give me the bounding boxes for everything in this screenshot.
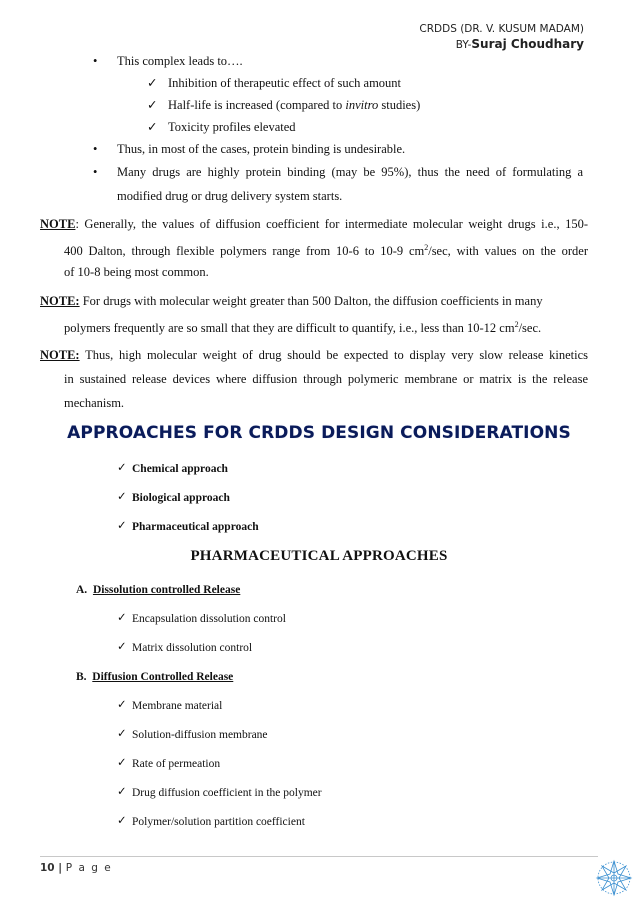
check-item: Inhibition of therapeutic effect of such amount xyxy=(168,76,402,90)
pharm-approaches-title: PHARMACEUTICAL APPROACHES xyxy=(190,548,448,564)
group-b-item: Membrane material xyxy=(132,700,223,712)
check-icon: ✓ xyxy=(117,612,127,624)
group-a-item: Matrix dissolution control xyxy=(132,642,253,654)
check-icon: ✓ xyxy=(117,491,127,503)
note-line: 400 Dalton, through flexible polymers range from 10-6 to 10-9 $cm^2/\sec$, with values on the order xyxy=(64,243,589,259)
check-icon: ✓ xyxy=(117,786,127,798)
group-b-item: Drug diffusion coefficient in the polymer xyxy=(132,787,322,799)
check-icon: ✓ xyxy=(117,757,127,769)
note-paragraph: NOTE: For drugs with molecular weight greater than 500 Dalton, the diffusion coefficients in many xyxy=(40,294,543,308)
note-line: of 10-8 being most common. xyxy=(64,265,209,279)
note-line: mechanism. xyxy=(64,396,125,410)
bullet-icon: • xyxy=(93,142,98,156)
bullet-icon: • xyxy=(93,165,98,179)
group-a-item: Encapsulation dissolution control xyxy=(132,613,286,625)
check-icon: ✓ xyxy=(117,462,127,474)
group-b-heading: B. Diffusion Controlled Release xyxy=(76,671,234,683)
page-header xyxy=(419,22,584,53)
check-icon: ✓ xyxy=(147,98,158,112)
bullet-icon: • xyxy=(93,54,98,68)
check-item: Half-life is increased (compared to invitro studies) xyxy=(168,98,421,112)
bullet-text: This complex leads to…. xyxy=(117,54,243,68)
header-course: CRDDS (DR. V. KUSUM MADAM) xyxy=(419,23,584,35)
group-b-item: Rate of permeation xyxy=(132,758,221,770)
check-icon: ✓ xyxy=(117,728,127,740)
note-paragraph: NOTE: Generally, the values of diffusion coefficient for intermediate molecular weight drugs i.e., 150- xyxy=(40,217,588,231)
header-author: BY-Suraj Choudhary xyxy=(455,37,584,51)
approach-item: Biological approach xyxy=(132,492,230,504)
check-icon: ✓ xyxy=(117,520,127,532)
footer-divider xyxy=(40,856,598,857)
approach-item: Chemical approach xyxy=(132,463,228,475)
star-logo-icon xyxy=(594,858,634,898)
check-icon: ✓ xyxy=(117,815,127,827)
check-item: Toxicity profiles elevated xyxy=(168,120,296,134)
group-b-item: Polymer/solution partition coefficient xyxy=(132,816,305,828)
section-title: APPROACHES FOR CRDDS DESIGN CONSIDERATIONS xyxy=(67,423,571,443)
check-icon: ✓ xyxy=(117,699,127,711)
bullet-text-cont: modified drug or drug delivery system starts. xyxy=(117,189,343,203)
page-footer: 10 | P a g e xyxy=(40,862,113,874)
note-paragraph: NOTE: Thus, high molecular weight of drug should be expected to display very slow release kinetics xyxy=(40,348,588,362)
check-icon: ✓ xyxy=(117,641,127,653)
bullet-text: Many drugs are highly protein binding (may be 95%), thus the need of formulating a xyxy=(117,165,583,179)
bullet-text: Thus, in most of the cases, protein binding is undesirable. xyxy=(117,142,406,156)
note-line: polymers frequently are so small that they are difficult to quantify, i.e., less than 10-12 $cm^2/\sec$. xyxy=(64,320,542,336)
group-b-item: Solution-diffusion membrane xyxy=(132,729,268,741)
check-icon: ✓ xyxy=(147,76,158,90)
approach-item: Pharmaceutical approach xyxy=(132,521,259,533)
group-a-heading: A. Dissolution controlled Release xyxy=(76,584,241,596)
note-line: in sustained release devices where diffusion through polymeric membrane or matrix is the release xyxy=(64,372,588,386)
check-icon: ✓ xyxy=(147,120,158,134)
